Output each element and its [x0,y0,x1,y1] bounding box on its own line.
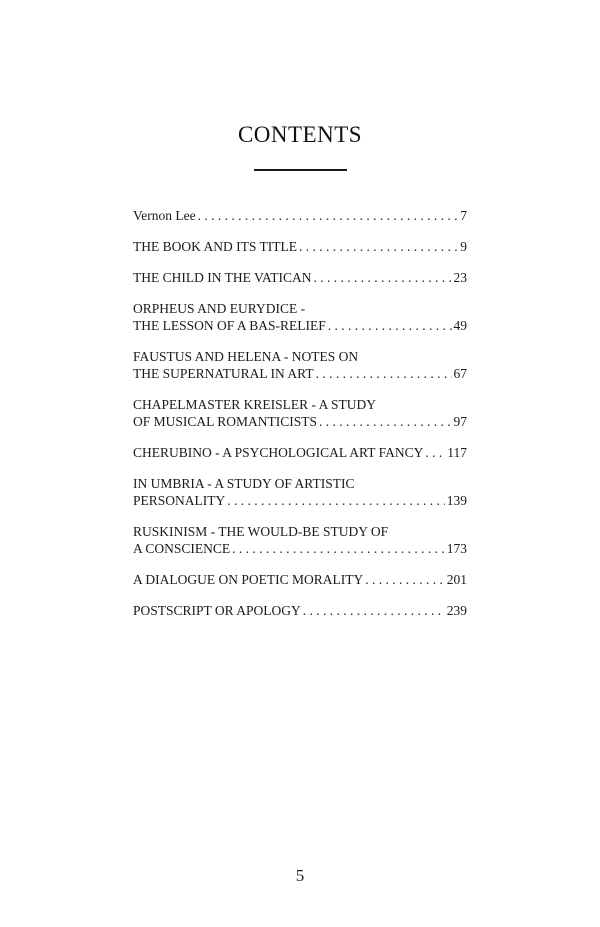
toc-entry [133,207,467,224]
dot-leader [227,492,444,509]
toc-entry [133,571,467,588]
toc-entry-title-line: OF MUSICAL ROMANTICISTS [133,414,318,429]
toc-entry-page: 23 [453,270,467,285]
toc-entry [133,348,467,382]
dot-leader [299,238,458,255]
toc-entry [133,475,467,509]
toc-entry-title-line: THE BOOK AND ITS TITLE [133,239,297,254]
toc-entry-page: 239 [446,603,467,618]
toc-entry-page: 9 [460,239,467,254]
dot-leader [316,365,452,382]
toc-entry-title-line: A DIALOGUE ON POETIC MORALITY [133,572,364,587]
dot-leader [319,413,451,430]
toc-entry-title-line: CHERUBINO - A PSYCHOLOGICAL ART FANCY [133,445,424,460]
toc-entry-row [133,492,467,509]
toc-entry [133,523,467,557]
toc-entry-page: 7 [460,208,467,223]
toc-entry-page: 173 [446,541,467,556]
toc-entry-title-line: POSTSCRIPT OR APOLOGY [133,603,301,618]
dot-leader [425,444,445,461]
dot-leader [328,317,452,334]
toc-entry-title-line: THE CHILD IN THE VATICAN [133,270,312,285]
toc-entry [133,269,467,286]
toc-entry [133,396,467,430]
toc-entry-page: 201 [446,572,467,587]
dot-leader [314,269,452,286]
title-divider [254,169,347,171]
toc-entry-page: 117 [447,445,467,460]
page-number: 5 [295,866,305,885]
toc-entry-row [133,413,467,430]
toc-entry-row [133,602,467,619]
toc-entry-title-line: CHAPELMASTER KREISLER - A STUDY [133,397,377,412]
page-title: CONTENTS [237,122,363,147]
toc-entry-row [133,238,467,255]
toc-entry-title-line: ORPHEUS AND EURYDICE - [133,301,306,316]
toc-entry [133,238,467,255]
toc-entry-row [133,571,467,588]
toc-entry-page: 49 [453,318,467,333]
toc-entry-page: 97 [453,414,467,429]
toc-entry-page: 67 [453,366,467,381]
dot-leader [232,540,445,557]
toc-entry [133,602,467,619]
toc-entry-row [133,540,467,557]
toc-entry-title-line: FAUSTUS AND HELENA - NOTES ON [133,349,359,364]
toc-entry-title-line: Vernon Lee [133,208,196,223]
toc-entry-row [133,269,467,286]
toc-entry-row [133,444,467,461]
toc-entry-title-line: THE SUPERNATURAL IN ART [133,366,314,381]
toc-entry-row [133,317,467,334]
toc-entry-row [133,207,467,224]
toc-entry-page: 139 [446,493,467,508]
toc-entry [133,444,467,461]
toc-entry [133,300,467,334]
table-of-contents [133,207,467,633]
toc-entry-title-line: THE LESSON OF A BAS-RELIEF [133,318,326,333]
dot-leader [365,571,445,588]
toc-entry-title-line: IN UMBRIA - A STUDY OF ARTISTIC [133,476,355,491]
toc-entry-title-line: PERSONALITY [133,493,226,508]
toc-entry-row [133,365,467,382]
toc-entry-title-line: RUSKINISM - THE WOULD-BE STUDY OF [133,524,389,539]
dot-leader [198,207,459,224]
dot-leader [303,602,445,619]
toc-entry-title-line: A CONSCIENCE [133,541,231,556]
